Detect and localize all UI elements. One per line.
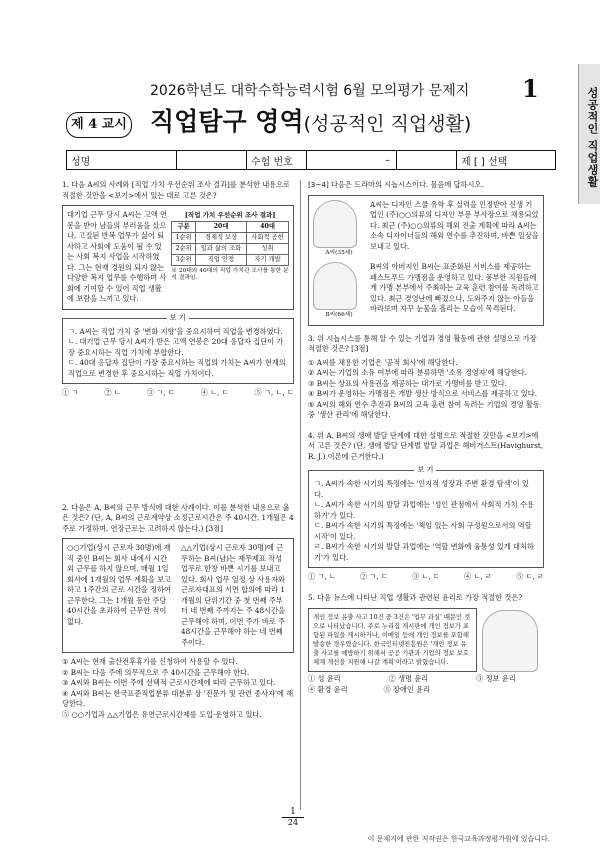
bogi-item: ㄴ. A씨가 속한 시기의 발달 과업에는 '성인 관점에서 사회적 가치 수용하기'가 있다. [314, 500, 534, 520]
cell: 3순위 [172, 254, 196, 265]
q5-news [308, 606, 544, 674]
news-text: 개인 정보 유출 사고 10건 중 3건은 '업무 과실' 때문인 것으로 나타났습니다. 주로 누리집 게시판에 개인 정보가 포함된 파일을 게시하거나, 이메일 등에 개인 정보를 포함해 발송한 경우였습니다. 한국인터넷진흥원은 '개인 정보 유출 사고를 예방하기 위해서 공공 기관과 기업의 정보 보호 체계 개선을 지원해 나갈 계획'이라고 밝혔습니다. [308, 608, 477, 672]
person-b-icon [313, 262, 357, 310]
q3-stem: 3. 위 시놉시스를 통해 알 수 있는 기업과 경영 활동에 관한 설명으로 가장 적절한 것은? [3점] [308, 333, 537, 353]
bogi-item: ㄱ. A씨가 속한 시기의 특징에는 '인지적 성장과 주변 환경 탐색'이 있다. [314, 479, 529, 499]
table-row [172, 243, 289, 254]
copyright-notice: 이 문제지에 관한 저작권은 한국교육과정평가원에 있습니다. [367, 835, 550, 843]
news-anchor [482, 606, 544, 674]
bogi-item: ㄷ. 40대 응답자 집단이 가장 중요시하는 직업의 가치는 A씨가 현재의 직업으로 변경한 후 중요시하는 직업 가치이다. [68, 358, 286, 378]
cell: 사회적 공헌 [247, 232, 289, 243]
char-b-label: B씨(66세) [325, 312, 353, 318]
char-b [313, 262, 365, 321]
choice-3[interactable]: ③ 정보 윤리 [476, 674, 516, 683]
q3-choice-1[interactable]: ① A씨를 채용한 기업은 '공적 회사'에 해당한다. [308, 357, 458, 367]
q2-case-box [62, 538, 294, 653]
page-current: 1 [282, 807, 304, 818]
choice-3[interactable]: ③ ㄱ, ㄷ [146, 388, 175, 397]
cell: 2순위 [172, 243, 196, 254]
cell: 자기 개발 [247, 254, 289, 265]
person-a-icon [313, 200, 357, 248]
q1-bogi [62, 312, 294, 385]
exam-title: 2026학년도 대학수학능력시험 6월 모의평가 문제지 [150, 83, 470, 99]
cell: 경제적 보상 [196, 232, 247, 243]
q5-choices-row1 [308, 674, 516, 685]
choice-2[interactable]: ② ㄴ [104, 388, 121, 397]
choice-2[interactable]: ② 생명 윤리 [388, 674, 429, 683]
synopsis-b [313, 262, 539, 321]
title-sub: (성공적인 직업생활) [303, 113, 472, 135]
q1-stem: 1. 다음 A씨의 사례와 [직업 가치 우선순위 조사 결과]를 분석한 내용으로 적절한 것만을 <보기>에서 있는 대로 고른 것은? [62, 180, 290, 200]
q2-choice-2[interactable]: ② B씨는 다음 주에 의무적으로 주 40시간을 근무해야 한다. [62, 667, 250, 677]
choice-label: 제 [ ] 선택 [461, 156, 508, 168]
b-text: B씨의 아버지인 B씨는 표준화된 서비스를 제공하는 패스트푸드 가맹점을 운영하고 있다. 풍부한 직원들에게 가맹 본부에서 주최하는 교육 훈련 참여를 독려하고 있다. 최근 경영난에 빠졌으나, 도와주지 않는 아들을 바라보며 자꾸 눈물을 흘리는 모습이 목격된다. [370, 262, 539, 313]
q1-table-wrap [171, 210, 289, 305]
left-column [62, 180, 294, 720]
cell: 직업 안정 [196, 254, 247, 265]
choice-4[interactable]: ④ ㄴ, ㄹ [464, 572, 492, 581]
spacer [62, 399, 294, 503]
name-field[interactable] [177, 151, 247, 169]
synopsis-a [313, 200, 539, 259]
period-badge: 제 4 교시 [66, 112, 132, 138]
cell: 1순위 [172, 232, 196, 243]
q1-th: 20대 [196, 221, 247, 232]
choice-5[interactable]: ⑤ ㄷ, ㄹ [516, 572, 544, 581]
subject-side-tab: 성공적인 직업생활 [578, 64, 600, 204]
page-fraction [282, 807, 304, 827]
q5-choices-row2 [308, 685, 544, 696]
choice-4[interactable]: ④ 환경 윤리 [308, 684, 348, 694]
column-divider [300, 180, 301, 810]
choice-5[interactable]: ⑤ 장애인 윤리 [383, 684, 431, 694]
choice-1[interactable]: ① ㄱ, ㄴ [308, 572, 336, 581]
title-main: 직업탐구 영역 [150, 107, 304, 136]
q3-choice-5[interactable]: ⑤ A씨의 해외 연수 추진과 B씨의 교육 훈련 참여 독려는 기업의 경영 활동 중 '생산 관리'에 해당한다. [308, 399, 540, 419]
q2-choice-5[interactable]: ⑤ ○○기업과 △△기업은 유연근로시간제를 도입·운영하고 있다. [62, 709, 262, 719]
page-title [150, 102, 471, 138]
info-bar [66, 150, 556, 170]
page-total: 24 [287, 818, 299, 827]
q2-right: △△기업(상시 근로자 30명)에 근무하는 B씨(남)는 재무제표 작성 업무로 한창 바쁜 시기를 보내고 있다. 회사 업무 일정 상 사용자와 근로자대표의 서면 합의에 따라 1개월의 단위기간 중 첫 번째 주부터 네 번째 주까지는 주 48시간을 근무해야 하며, 이번 주가 바로 주 48시간을 근무해야 하는 네 번째 주이다. [181, 543, 285, 647]
bogi-item: ㄱ. A씨는 직업 가치 중 '변화 지향'을 중요시하여 직업을 변경하였다. [68, 326, 283, 336]
exam-no-field[interactable] [307, 151, 397, 169]
bogi-item: ㄷ. B씨가 속한 시기의 특징에는 '책임 있는 사회 구성원으로서의 역할 시작'이 있다. [314, 521, 532, 541]
right-column [308, 180, 544, 695]
choice-1[interactable]: ① 성 윤리 [308, 674, 341, 683]
choice-5[interactable]: ⑤ ㄱ, ㄴ, ㄷ [254, 388, 294, 397]
exam-no-field-2[interactable] [397, 151, 457, 169]
q2-choice-1[interactable]: ① A씨는 현재 출산전후휴가를 신청하여 사용할 수 있다. [62, 657, 238, 666]
exam-no-dash: – [385, 154, 390, 166]
q1-choices [62, 388, 294, 399]
choice-3[interactable]: ③ ㄴ, ㄷ [412, 572, 440, 581]
char-a [313, 200, 365, 259]
page-number: 1 [522, 74, 539, 103]
name-label: 성명 [67, 151, 177, 169]
bogi-label: 보 기 [167, 313, 189, 324]
q1-th: 40대 [247, 221, 289, 232]
q4-stem: 4. 위 A, B씨의 생애 발달 단계에 대한 설명으로 적절한 것만을 <보기>에서 고른 것은? (단, 생애 발달 단계별 발달 과업은 해비거스트(Havighurst, R. J.) 이론에 근거한다.) [308, 430, 544, 461]
q2-left: ○○기업(상시 근로자 30명)에 재직 중인 B씨는 회사 내에서 시간 외 근무를 하지 않으며, 매월 1일 회사에 1개월의 업무 계획을 보고하고 1주간의 근로 시간을 정하여 근무한다. 그는 1개월 동안 주당 40시간을 초과하여 근무한 적이 없다. [67, 543, 171, 626]
q1-table-title: [직업 가치 우선순위 조사 결과] [184, 211, 276, 219]
exam-no-label: 수험 번호 [247, 151, 307, 169]
char-a-label: A씨(35세) [325, 249, 353, 256]
a-text: A씨는 디자인 스쿨 유학 후 실력을 인정받아 신생 기업인 (주)○○의류의 디자인 부문 부사장으로 채용되었다. 최근 (주)○○의류의 해외 진출 계획에 따라 A씨는 소속 디자이너들의 해외 연수를 추진하며, 바쁜 일상을 보내고 있다. [370, 199, 539, 251]
table-row [172, 232, 289, 243]
choice-4[interactable]: ④ ㄴ, ㄷ [200, 388, 229, 397]
q34-stem: [3~4] 다음은 드라마의 시놉시스이다. 물음에 답하시오. [308, 180, 484, 189]
table-row [172, 254, 289, 265]
q1-table [171, 221, 289, 266]
q34-synopsis [308, 195, 544, 326]
choice-1[interactable]: ① ㄱ [62, 388, 79, 397]
q1-th: 구분 [172, 221, 196, 232]
q1-story: 대기업 근무 당시 A씨는 고액 연봉을 받아 남들의 부러움을 샀으나, 고질된 반복 업무가 싫어 퇴사하고 사회에 도움이 될 수 있는 사회 복지 사업을 시작하였다. 그는 현재 경원의 되지 않는 다양한 복지 업무를 수행하며 사회에 기여할 수 있어 직업 생활에 보람을 느끼고 있다. [67, 210, 167, 303]
q2-stem: 2. 다음은 A, B씨의 근무 방식에 대한 사례이다. 이를 분석한 내용으로 옳은 것은? (단, A, B씨의 근로계약상 소정근로시간은 주 40시간, 1개월은 4주로 가정하며, 연장근로는 고려하지 않는다.) [3점] [62, 502, 294, 533]
q5-stem: 5. 다음 뉴스에 나타난 직업 생활과 관련된 윤리로 가장 적절한 것은? [308, 592, 523, 602]
bogi-item: ㄹ. B씨가 속한 시기의 발달 과업에는 '역할 변화에 융통성 있게 대처하기'가 있다. [314, 542, 534, 562]
q2-choice-3[interactable]: ③ A씨와 B씨는 이번 주에 선택적 근로시간제에 따라 근무하고 있다. [62, 678, 276, 687]
q4-bogi [308, 465, 544, 568]
q4-choices [308, 572, 544, 583]
q3-choice-3[interactable]: ③ B씨는 상표의 사용권을 제공하는 대가로 가맹비를 받고 있다. [308, 378, 507, 388]
bogi-label: 보 기 [414, 465, 436, 476]
cell: 성취 [247, 243, 289, 254]
q3-choice-4[interactable]: ④ B씨가 운영하는 가맹점은 개발 생산 방식으로 서비스를 제공하고 있다. [308, 389, 537, 398]
q2-choice-4[interactable]: ④ A씨와 B씨는 한국표준직업분류 대분류 상 '전문가 및 관련 종사자'에 해당한다. [62, 688, 294, 708]
q3-choice-2[interactable]: ② A씨는 기업의 소유 여부에 따라 분류하면 '소유 경영자'에 해당한다. [308, 368, 527, 377]
bogi-item: ㄴ. 대기업 근무 당시 A씨가 받은 고액 연봉은 20대 응답자 집단이 가장 중요시하는 직업 가치에 부합한다. [68, 337, 284, 357]
cell: 일과 삶의 조화 [196, 243, 247, 254]
q1-table-note: ※ 20대와 40대의 직업 가치관 조사를 통한 분석 결과임. [171, 267, 289, 281]
q1-case-box [62, 205, 294, 310]
choice-2[interactable]: ② ㄱ, ㄷ [360, 572, 388, 581]
news-anchor-icon [482, 610, 538, 672]
